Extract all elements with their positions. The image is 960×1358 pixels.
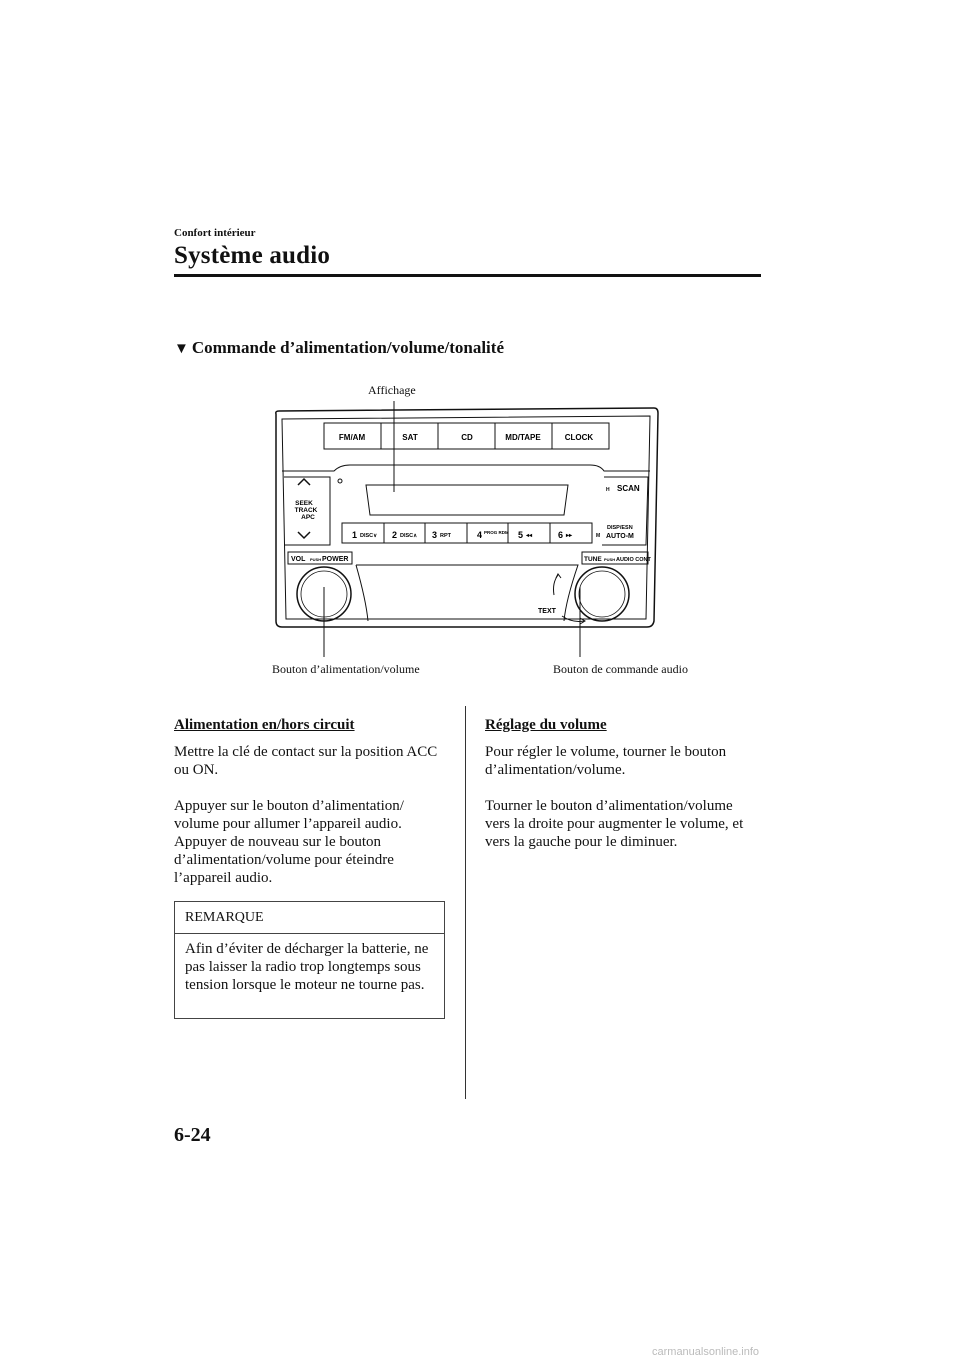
note-box [174,901,445,1019]
preset-2-button[interactable] [392,530,417,540]
power-paragraph-1: Mettre la clé de contact sur la position ACC ou ON. [174,744,438,778]
preset-1-button[interactable] [352,530,377,540]
radio-illustration [260,395,670,660]
scan-button[interactable]: SCAN [617,484,640,493]
cd-button[interactable]: CD [461,433,473,442]
audio-control-knob[interactable] [575,567,629,621]
vol-push-label: PUSH [310,557,322,562]
text-button[interactable]: TEXT [538,608,556,615]
volume-adjust-heading: Réglage du volume [485,717,607,733]
triangle-marker-icon: ▼ [174,341,189,357]
column-divider [465,706,466,1099]
left-column [174,716,446,905]
svg-text:5: 5 [518,530,524,540]
power-label: POWER [322,556,349,563]
svg-text:6: 6 [558,530,564,540]
callout-power-volume-knob: Bouton d’alimentation/volume [272,662,420,676]
volume-paragraph-2: Tourner le bouton d’alimentation/volume vers la droite pour augmenter le volume, et vers la gauche pour le diminuer. [485,798,744,850]
power-paragraph-2: Appuyer sur le bouton d’alimentation/ volume pour allumer l’appareil audio. Appuyer de nouveau sur le bouton d’alimentation/volume pour éteindre l’appareil audio. [174,798,404,886]
callout-display: Affichage [368,383,416,397]
apc-label: APC [301,514,315,521]
auto-m-button[interactable]: AUTO-M [606,533,634,540]
power-onoff-heading: Alimentation en/hors circuit [174,717,355,733]
preset-4-button[interactable] [477,530,509,540]
auto-m-m-label: M [596,533,601,539]
sensor-dot-icon [338,479,342,483]
clock-button[interactable]: CLOCK [564,433,594,442]
section-label: Confort intérieur [174,227,256,239]
svg-text:PROG RDM: PROG RDM [484,530,509,535]
note-divider [175,933,444,934]
scan-h-label: H [606,487,610,493]
note-body: Afin d’éviter de décharger la batterie, ne pas laisser la radio trop longtemps sous tension lorsque le moteur ne tourne pas. [185,941,429,993]
svg-text:DISC∧: DISC∧ [400,533,418,539]
svg-text:1: 1 [352,530,358,540]
svg-text:◂◂: ◂◂ [526,533,533,539]
preset-3-button[interactable] [432,530,452,540]
vol-label: VOL [291,556,306,563]
svg-text:RPT: RPT [440,533,451,539]
radio-faceplate [282,416,650,619]
title-rule [174,274,761,277]
svg-text:3: 3 [432,530,438,540]
disp-esn-label: DISP/ESN [607,525,633,531]
seek-down-arrow-icon [298,532,310,538]
text-rotate-arrow-icon [554,575,559,595]
seek-label: SEEK [295,500,313,507]
callout-audio-control-knob: Bouton de commande audio [553,662,688,676]
svg-text:4: 4 [477,530,483,540]
sat-button[interactable]: SAT [402,433,418,442]
tune-push-label: PUSH [604,557,616,562]
svg-text:DISC∨: DISC∨ [360,533,378,539]
subsection-title: Commande d’alimentation/volume/tonalité [191,338,504,357]
md-tape-button[interactable]: MD/TAPE [505,433,541,442]
seek-up-arrow-icon [298,479,310,485]
svg-text:▸▸: ▸▸ [566,533,573,539]
preset-6-button[interactable] [558,530,573,540]
tune-label: TUNE [584,556,602,563]
track-label: TRACK [294,507,318,514]
svg-text:2: 2 [392,530,398,540]
right-column [485,716,761,869]
preset-5-button[interactable] [518,530,533,540]
watermark: carmanualsonline.info [652,1346,760,1358]
audio-cont-label: AUDIO CONT [616,557,651,563]
subsection-heading [174,338,504,358]
page-number: 6-24 [174,1124,211,1146]
volume-paragraph-1: Pour régler le volume, tourner le bouton d’alimentation/volume. [485,744,727,778]
fm-am-button[interactable]: FM/AM [338,433,366,442]
lcd-display [366,485,568,515]
page-title: Système audio [174,242,331,269]
note-title: REMARQUE [185,910,264,925]
